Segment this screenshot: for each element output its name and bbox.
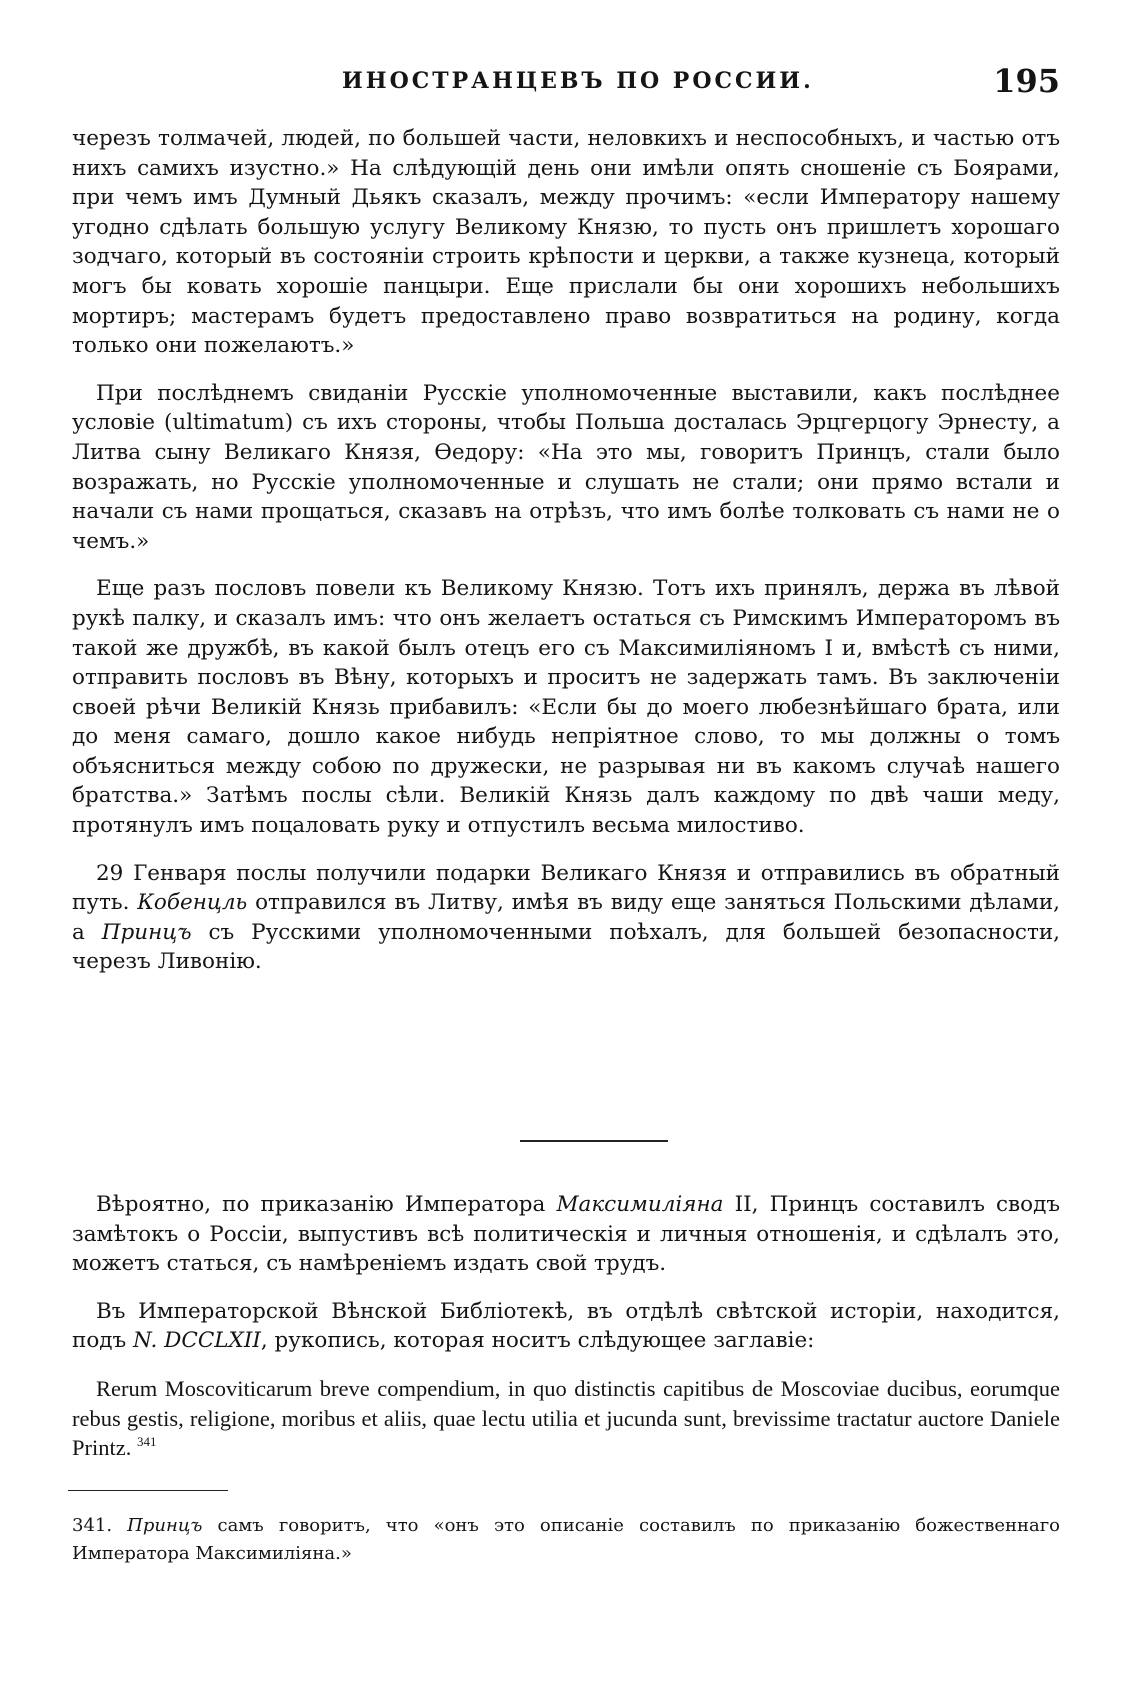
paragraph: черезъ толмачей, людей, по большей части, неловкихъ и неспособныхъ, и частью отъ нихъ самихъ изустно.» На слѣдующій день они имѣли опять сношеніе съ Боярами, при чемъ имъ Думный Дьякъ сказалъ, между прочимъ: «если Императору нашему угодно сдѣлать большую услугу Великому Князю, то пусть онъ пришлетъ хорошаго зодчаго, который въ состояніи строить крѣпости и церкви, а также кузнеца, который могъ бы ковать хорошіе панцыри. Еще прислали бы они хорошихъ небольшихъ мортиръ; мастерамъ будетъ предоставлено право возвратиться на родину, когда только они пожелаютъ.» [72, 126, 1060, 359]
page-header [72, 62, 1060, 102]
footnote [72, 1512, 1060, 1568]
page-number: 195 [993, 62, 1060, 100]
paragraph: Еще разъ пословъ повели къ Великому Князю. Тотъ ихъ принялъ, держа въ лѣвой рукѣ палку, и сказалъ имъ: что онъ желаетъ остаться съ Римскимъ Императоромъ въ такой же дружбѣ, въ какой былъ отецъ его съ Максимиліяномъ I и, вмѣстѣ съ ними, отправить пословъ въ Вѣну, которыхъ и проситъ не задержать тамъ. Въ заключеніи своей рѣчи Великій Князь прибавилъ: «Если бы до моего любезнѣйшаго брата, или до меня самаго, дошло какое нибудь непріятное слово, то мы должны о томъ объясниться между собою по дружески, не разрывая ни въ какомъ случаѣ нашего братства.» Затѣмъ послы сѣли. Великій Князь далъ каждому по двѣ чаши меду, протянулъ имъ поцаловать руку и отпустилъ весьма милостиво. [72, 576, 1060, 839]
text-run: II, Принцъ составилъ сводъ замѣтокъ о Россіи, выпустивъ всѣ политическія и личныя отношенія, и сдѣлалъ это, можетъ статься, съ намѣреніемъ издать свой трудъ. [72, 1192, 1060, 1277]
person-name: Принцъ [101, 919, 192, 945]
paragraph [72, 859, 1060, 977]
footnote-rule [68, 1490, 228, 1491]
manuscript-number: N. DCCLXII [133, 1328, 261, 1354]
paragraph [72, 1190, 1060, 1279]
text-run: отправился въ Литву, имѣя въ виду еще заняться Польскими дѣлами, а [72, 890, 1060, 945]
paragraph: При послѣднемъ свиданіи Русскіе уполномоченные выставили, какъ послѣднее условіе (ultimatum) съ ихъ стороны, чтобы Польша досталась Эрцгерцогу Эрнесту, а Литва сыну Великаго Князя, Ѳедору: «На это мы, говоритъ Принцъ, стали было возражать, но Русскіе уполномоченные и слушать не стали; они прямо встали и начали съ нами прощаться, сказавъ на отрѣзъ, что имъ болѣе толковать съ нами не о чемъ.» [72, 380, 1060, 554]
footnote-ref[interactable]: 341 [137, 1434, 157, 1450]
person-name: Кобенцль [137, 890, 248, 916]
person-name: Принцъ [127, 1515, 203, 1536]
footnote-number: 341. [72, 1515, 113, 1536]
appendix-text [72, 1190, 1060, 1481]
text-run: самъ говоритъ, что «онъ это описаніе составилъ по приказанію божественнаго Императора Максимиліяна.» [72, 1515, 1060, 1564]
running-title: ИНОСТРАНЦЕВЪ ПО РОССИИ. [342, 68, 814, 94]
paragraph [72, 1297, 1060, 1356]
text-run: , рукопись, которая носитъ слѣдующее заглавіе: [260, 1328, 815, 1354]
text-run: Вѣроятно, по приказанію Императора [96, 1192, 557, 1217]
latin-title [72, 1374, 1060, 1463]
text-run: Rerum Moscoviticarum breve compendium, in quo distinctis capitibus de Moscoviae ducibus, eorumque rebus gestis, religione, moribus et aliis, quae lectu utilia et jucunda sunt, brevissime tractatur auctore Daniele Printz. [72, 1375, 1060, 1461]
text-run: съ Русскими уполномоченными поѣхалъ, для большей безопасности, черезъ Ливонію. [72, 919, 1060, 975]
text-run: 29 Генваря послы получили подарки Великаго Князя и отправились въ обратный путь. [72, 860, 1060, 916]
text-run: Въ Императорской Вѣнской Библіотекѣ, въ отдѣлѣ свѣтской исторіи, находится, подъ [72, 1298, 1060, 1354]
main-text [72, 124, 1060, 995]
person-name: Максимиліяна [556, 1192, 724, 1217]
section-divider [520, 1140, 668, 1142]
footnote-text [72, 1512, 1060, 1568]
